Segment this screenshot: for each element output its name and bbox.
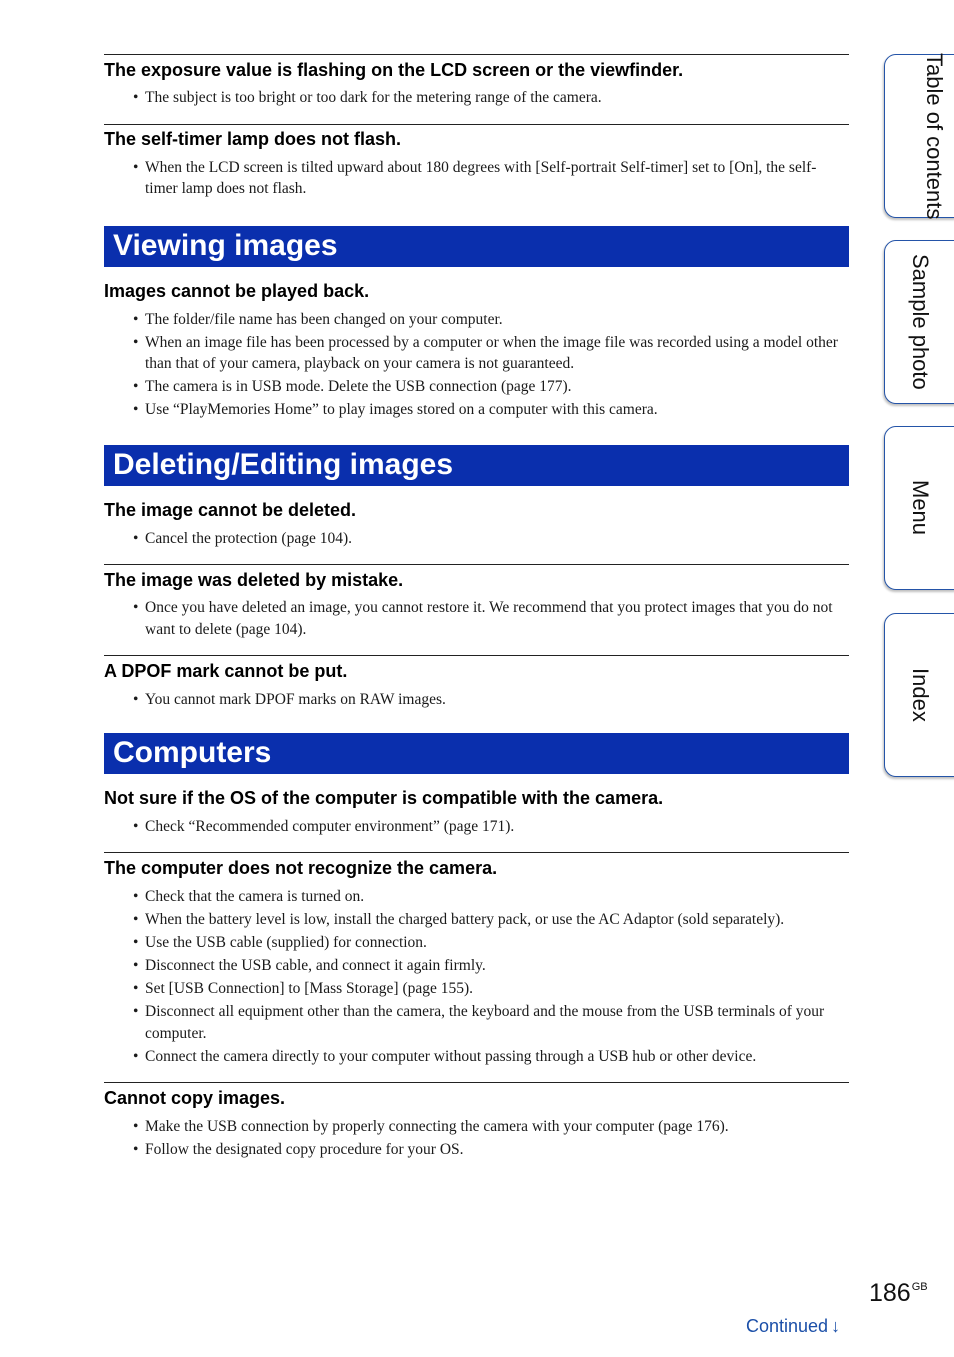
bullet-item: • Set [USB Connection] to [Mass Storage] (page 155). xyxy=(104,978,849,1000)
bullet-list xyxy=(104,597,849,640)
bullet-list xyxy=(104,87,849,109)
issue-block xyxy=(104,54,849,109)
page-number-value: 186 xyxy=(869,1279,911,1307)
page-suffix: GB xyxy=(911,1281,928,1293)
bullet-item: • Use “PlayMemories Home” to play images stored on a computer with this camera. xyxy=(104,399,849,421)
issue-heading: A DPOF mark cannot be put. xyxy=(104,661,348,681)
issue-block xyxy=(104,1082,849,1161)
issue-block xyxy=(104,124,849,200)
bullet-item: • Use the USB cable (supplied) for connection. xyxy=(104,932,849,954)
page-number xyxy=(869,1279,928,1308)
issue-block xyxy=(104,852,849,1067)
issue-block xyxy=(104,788,849,838)
bullet-item: • Cancel the protection (page 104). xyxy=(104,528,849,550)
tab-label: Table of contents xyxy=(922,52,947,220)
continued-label: Continued xyxy=(746,1316,829,1336)
bullet-item: • Follow the designated copy procedure for your OS. xyxy=(104,1139,849,1161)
bullet-list xyxy=(104,309,849,421)
bullet-list xyxy=(104,157,849,200)
bullet-item: • Check that the camera is turned on. xyxy=(104,886,849,908)
issue-heading: Images cannot be played back. xyxy=(104,280,370,301)
bullet-list xyxy=(104,886,849,1067)
issue-heading: The computer does not recognize the camera. xyxy=(104,858,498,878)
issue-heading: The image cannot be deleted. xyxy=(104,499,357,520)
bullet-list xyxy=(104,816,849,838)
issue-heading: The image was deleted by mistake. xyxy=(104,570,404,590)
issue-heading: Not sure if the OS of the computer is compatible with the camera. xyxy=(104,787,664,808)
bullet-list xyxy=(104,1116,849,1161)
bullet-list xyxy=(104,689,849,711)
tab-label: Sample photo xyxy=(908,254,933,390)
bullet-item: • The subject is too bright or too dark for the metering range of the camera. xyxy=(104,87,849,109)
tab-table-of-contents[interactable] xyxy=(884,54,954,218)
bullet-item: • Disconnect all equipment other than the camera, the keyboard and the mouse from the USB terminals of your computer. xyxy=(104,1001,849,1044)
bullet-list xyxy=(104,528,849,550)
bullet-item: • Connect the camera directly to your computer without passing through a USB hub or other device. xyxy=(104,1046,849,1068)
bullet-item: • Disconnect the USB cable, and connect it again firmly. xyxy=(104,955,849,977)
continued-link[interactable] xyxy=(746,1316,840,1337)
bullet-item: • Check “Recommended computer environment” (page 171). xyxy=(104,816,849,838)
issue-heading: The self-timer lamp does not flash. xyxy=(104,128,402,149)
issue-block xyxy=(104,281,849,421)
bullet-item: • Make the USB connection by properly connecting the camera with your computer (page 176). xyxy=(104,1116,849,1138)
tab-sample-photo[interactable] xyxy=(884,240,954,404)
bullet-item: • When an image file has been processed by a computer or when the image file was recorded using a model other than that of your camera, playback on your camera is not guaranteed. xyxy=(104,332,849,375)
bullet-item: • When the LCD screen is tilted upward about 180 degrees with [Self-portrait Self-timer] set to [On], the self-timer lamp does not flash. xyxy=(104,157,849,200)
bullet-item: • You cannot mark DPOF marks on RAW images. xyxy=(104,689,849,711)
issue-heading: The exposure value is flashing on the LCD screen or the viewfinder. xyxy=(104,60,684,80)
down-arrow-icon: ↓ xyxy=(831,1316,841,1336)
bullet-item: • The camera is in USB mode. Delete the USB connection (page 177). xyxy=(104,376,849,398)
tab-index[interactable] xyxy=(884,613,954,777)
page-content xyxy=(104,54,849,1162)
tab-label: Index xyxy=(908,668,933,722)
issue-block xyxy=(104,500,849,550)
section-band-computers: Computers xyxy=(104,733,849,774)
issue-heading: Cannot copy images. xyxy=(104,1088,286,1108)
bullet-item: • When the battery level is low, install the charged battery pack, or use the AC Adaptor (sold separately). xyxy=(104,909,849,931)
section-band-deleting: Deleting/Editing images xyxy=(104,445,849,486)
tab-menu[interactable] xyxy=(884,426,954,590)
bullet-item: • The folder/file name has been changed on your computer. xyxy=(104,309,849,331)
section-band-viewing: Viewing images xyxy=(104,226,849,267)
issue-block xyxy=(104,655,849,711)
tab-label: Menu xyxy=(908,480,933,536)
issue-block xyxy=(104,564,849,640)
bullet-item: • Once you have deleted an image, you cannot restore it. We recommend that you protect images that you do not want to delete (page 104). xyxy=(104,597,849,640)
